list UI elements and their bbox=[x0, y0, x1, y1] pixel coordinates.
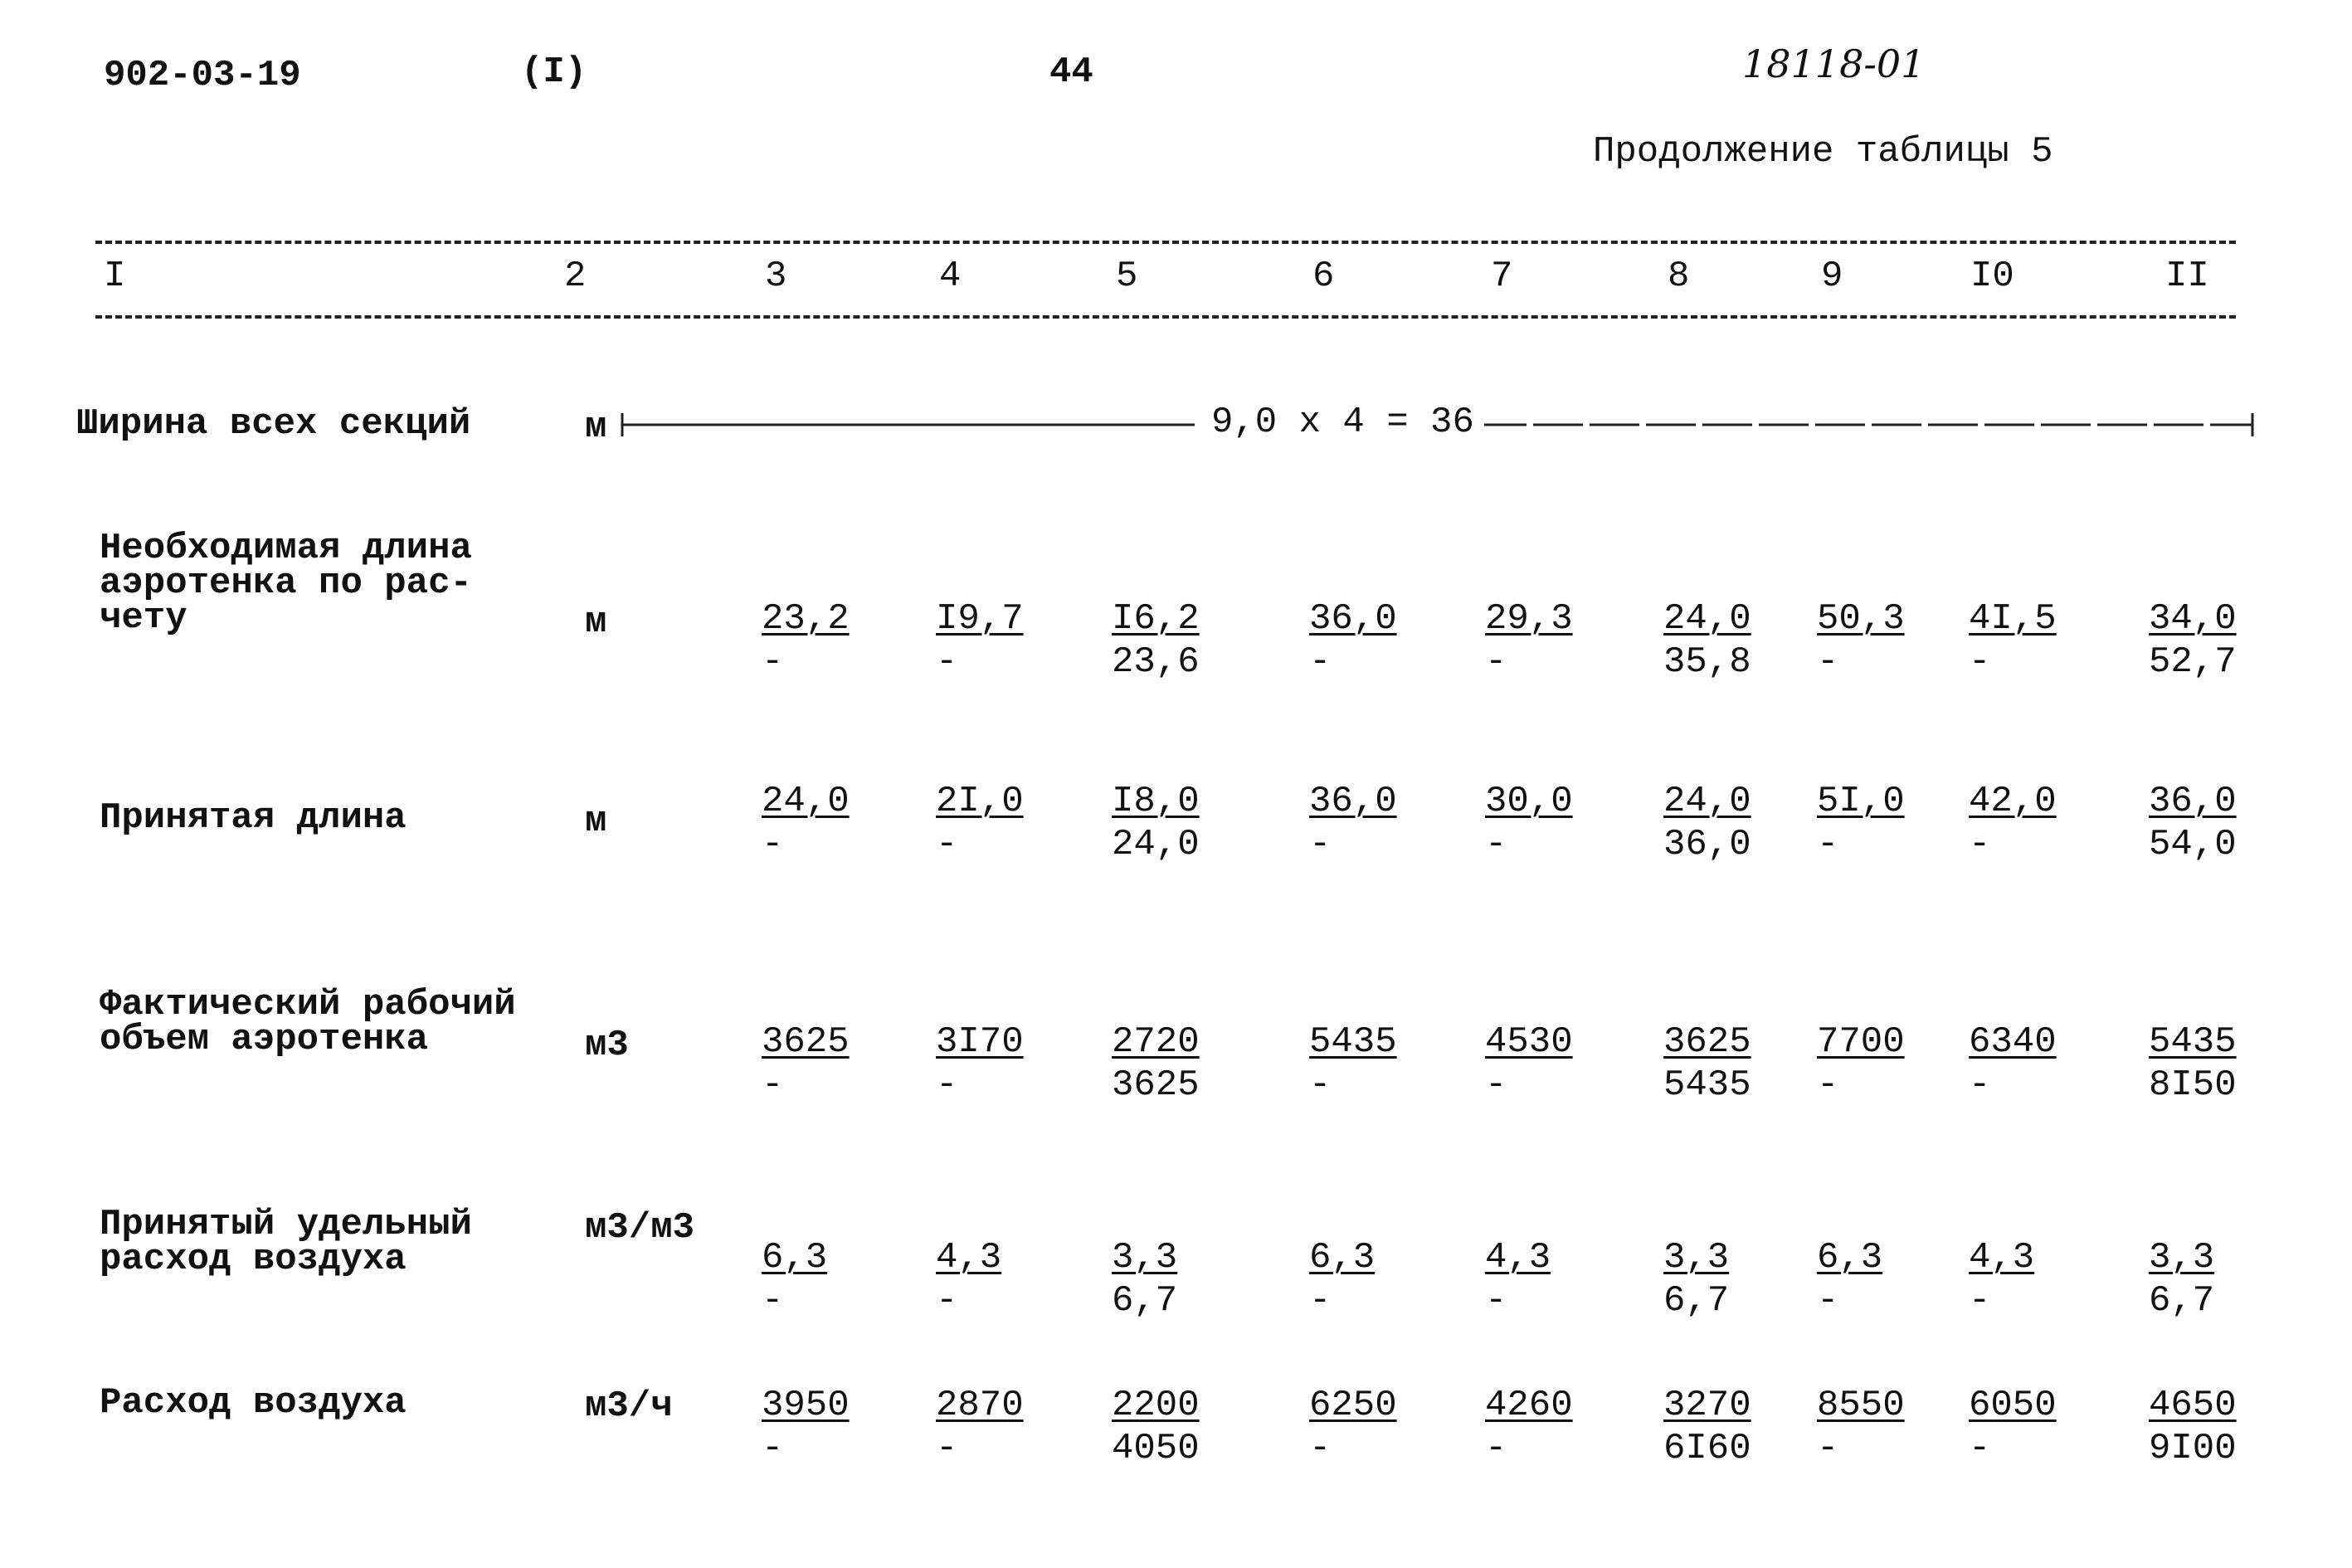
table-cell bbox=[1663, 1020, 1796, 1107]
cell-value-variant-2: - bbox=[1969, 641, 1991, 683]
cell-value-variant-1: 2200 bbox=[1112, 1385, 1200, 1426]
column-number: 5 bbox=[1116, 256, 1138, 297]
cell-value-variant-1: 2870 bbox=[936, 1385, 1024, 1426]
table-cell bbox=[936, 1020, 1069, 1107]
cell-value-variant-2: - bbox=[1969, 1428, 1991, 1469]
table-cell bbox=[762, 597, 894, 684]
cell-value-variant-2: - bbox=[936, 641, 958, 683]
cell-value-variant-2: 6,7 bbox=[1663, 1280, 1730, 1322]
cell-value-variant-1: 34,0 bbox=[2149, 598, 2237, 640]
table-cell bbox=[1969, 1236, 2101, 1322]
table-cell bbox=[762, 1384, 894, 1470]
table-cell bbox=[1817, 780, 1950, 866]
table-cell bbox=[936, 1236, 1069, 1322]
cell-value-variant-2: - bbox=[1309, 1064, 1332, 1106]
cell-value-variant-1: 6,3 bbox=[762, 1237, 828, 1278]
column-number: II bbox=[2165, 256, 2209, 297]
cell-value-variant-1: 24,0 bbox=[1663, 781, 1751, 822]
cell-value-variant-1: 3625 bbox=[1663, 1021, 1751, 1063]
row-label-line: расход воздуха bbox=[100, 1239, 407, 1280]
cell-value-variant-1: 3,3 bbox=[2149, 1237, 2215, 1278]
cell-value-variant-2: 8I50 bbox=[2149, 1064, 2237, 1106]
table-cell bbox=[936, 780, 1069, 866]
table-cell bbox=[1309, 1384, 1442, 1470]
cell-value-variant-2: - bbox=[762, 1064, 784, 1106]
row-label bbox=[100, 528, 472, 639]
header-rule-top bbox=[95, 241, 2236, 244]
span-row-label: Ширина всех секций bbox=[76, 403, 471, 445]
cell-value-variant-2: - bbox=[936, 824, 958, 865]
cell-value-variant-1: 6250 bbox=[1309, 1385, 1397, 1426]
table-cell bbox=[1817, 1384, 1950, 1470]
table-cell bbox=[762, 1236, 894, 1322]
row-label-line: Принятый удельный bbox=[100, 1204, 472, 1245]
row-unit: м bbox=[585, 801, 607, 842]
cell-value-variant-2: - bbox=[1485, 824, 1507, 865]
cell-value-variant-1: I6,2 bbox=[1112, 598, 1200, 640]
page-number: 44 bbox=[1049, 51, 1093, 93]
cell-value-variant-1: 4,3 bbox=[1969, 1237, 2035, 1278]
cell-value-variant-1: 2720 bbox=[1112, 1021, 1200, 1063]
cell-value-variant-1: 4,3 bbox=[1485, 1237, 1551, 1278]
table-cell bbox=[1309, 1236, 1442, 1322]
row-label-line: Фактический рабочий bbox=[100, 984, 516, 1025]
cell-value-variant-2: 36,0 bbox=[1663, 824, 1751, 865]
row-label-line: объем аэротенка bbox=[100, 1019, 429, 1060]
table-cell bbox=[1663, 1236, 1796, 1322]
cell-value-variant-2: - bbox=[1309, 1428, 1332, 1469]
table-cell bbox=[1112, 1384, 1244, 1470]
cell-value-variant-1: 8550 bbox=[1817, 1385, 1905, 1426]
cell-value-variant-2: - bbox=[1817, 824, 1839, 865]
cell-value-variant-1: 3I70 bbox=[936, 1021, 1024, 1063]
cell-value-variant-2: - bbox=[1485, 1064, 1507, 1106]
cell-value-variant-1: 30,0 bbox=[1485, 781, 1573, 822]
column-number: 8 bbox=[1668, 256, 1690, 297]
cell-value-variant-1: 3270 bbox=[1663, 1385, 1751, 1426]
column-number: 4 bbox=[939, 256, 962, 297]
row-label bbox=[100, 984, 516, 1060]
table-cell bbox=[1112, 1236, 1244, 1322]
column-number: I bbox=[104, 256, 126, 297]
cell-value-variant-2: - bbox=[1817, 641, 1839, 683]
cell-value-variant-2: 5435 bbox=[1663, 1064, 1751, 1106]
cell-value-variant-2: - bbox=[1969, 1280, 1991, 1322]
table-cell bbox=[1485, 1020, 1618, 1107]
cell-value-variant-2: - bbox=[1485, 641, 1507, 683]
cell-value-variant-2: - bbox=[1969, 1064, 1991, 1106]
span-row-value: 9,0 х 4 = 36 bbox=[1201, 402, 1484, 443]
table-cell bbox=[1817, 1236, 1950, 1322]
span-row-unit: м bbox=[585, 407, 607, 448]
table-cell bbox=[1309, 597, 1442, 684]
cell-value-variant-1: 4650 bbox=[2149, 1385, 2237, 1426]
cell-value-variant-1: 6,3 bbox=[1817, 1237, 1883, 1278]
row-label-line: аэротенка по рас- bbox=[100, 562, 472, 604]
table-cell bbox=[1112, 780, 1244, 866]
column-number: 6 bbox=[1312, 256, 1335, 297]
column-number: 3 bbox=[765, 256, 787, 297]
table-cell bbox=[762, 1020, 894, 1107]
cell-value-variant-2: - bbox=[1485, 1428, 1507, 1469]
cell-value-variant-1: 4,3 bbox=[936, 1237, 1002, 1278]
table-cell bbox=[1485, 1236, 1618, 1322]
cell-value-variant-2: - bbox=[762, 1280, 784, 1322]
cell-value-variant-2: - bbox=[762, 824, 784, 865]
table-cell bbox=[2149, 597, 2281, 684]
table-cell bbox=[936, 1384, 1069, 1470]
cell-value-variant-1: 7700 bbox=[1817, 1021, 1905, 1063]
table-continuation-title: Продолжение таблицы 5 bbox=[1593, 131, 2053, 173]
cell-value-variant-2: - bbox=[1969, 824, 1991, 865]
cell-value-variant-1: 29,3 bbox=[1485, 598, 1573, 640]
cell-value-variant-1: 6340 bbox=[1969, 1021, 2057, 1063]
cell-value-variant-1: 3,3 bbox=[1663, 1237, 1730, 1278]
cell-value-variant-2: - bbox=[936, 1428, 958, 1469]
column-number: 2 bbox=[564, 256, 587, 297]
table-cell bbox=[1309, 1020, 1442, 1107]
cell-value-variant-1: 3625 bbox=[762, 1021, 850, 1063]
cell-value-variant-2: - bbox=[1485, 1280, 1507, 1322]
cell-value-variant-1: 5I,0 bbox=[1817, 781, 1905, 822]
table-cell bbox=[1485, 597, 1618, 684]
table-cell bbox=[1969, 597, 2101, 684]
table-cell bbox=[1969, 780, 2101, 866]
cell-value-variant-1: 36,0 bbox=[1309, 781, 1397, 822]
table-cell bbox=[762, 780, 894, 866]
column-number: 7 bbox=[1491, 256, 1513, 297]
table-cell bbox=[1663, 780, 1796, 866]
table-cell bbox=[1112, 1020, 1244, 1107]
cell-value-variant-2: - bbox=[1817, 1280, 1839, 1322]
row-label bbox=[100, 1382, 407, 1424]
cell-value-variant-1: 36,0 bbox=[2149, 781, 2237, 822]
cell-value-variant-2: - bbox=[1817, 1428, 1839, 1469]
cell-value-variant-2: - bbox=[1309, 641, 1332, 683]
table-cell bbox=[1663, 1384, 1796, 1470]
column-number: 9 bbox=[1821, 256, 1843, 297]
cell-value-variant-2: 52,7 bbox=[2149, 641, 2237, 683]
cell-value-variant-2: - bbox=[1817, 1064, 1839, 1106]
cell-value-variant-1: 23,2 bbox=[762, 598, 850, 640]
cell-value-variant-2: 3625 bbox=[1112, 1064, 1200, 1106]
row-unit: м3/м3 bbox=[585, 1207, 695, 1249]
row-unit: м3 bbox=[585, 1025, 629, 1066]
cell-value-variant-1: 5435 bbox=[2149, 1021, 2237, 1063]
cell-value-variant-2: 23,6 bbox=[1112, 641, 1200, 683]
row-label-line: чету bbox=[100, 597, 187, 639]
table-cell bbox=[1485, 1384, 1618, 1470]
table-cell bbox=[1112, 597, 1244, 684]
table-cell bbox=[2149, 780, 2281, 866]
cell-value-variant-2: 6,7 bbox=[2149, 1280, 2215, 1322]
cell-value-variant-1: 24,0 bbox=[762, 781, 850, 822]
table-cell bbox=[2149, 1020, 2281, 1107]
cell-value-variant-1: I8,0 bbox=[1112, 781, 1200, 822]
row-label-line: Необходимая длина bbox=[100, 528, 472, 569]
cell-value-variant-1: 36,0 bbox=[1309, 598, 1397, 640]
cell-value-variant-1: 2I,0 bbox=[936, 781, 1024, 822]
cell-value-variant-2: 6,7 bbox=[1112, 1280, 1178, 1322]
cell-value-variant-1: I9,7 bbox=[936, 598, 1024, 640]
row-unit: м3/ч bbox=[585, 1385, 673, 1427]
cell-value-variant-2: - bbox=[1309, 824, 1332, 865]
cell-value-variant-2: - bbox=[762, 1428, 784, 1469]
row-label bbox=[100, 1204, 472, 1280]
table-cell bbox=[1485, 780, 1618, 866]
table-cell bbox=[2149, 1236, 2281, 1322]
table-cell bbox=[1969, 1384, 2101, 1470]
header-rule-bottom bbox=[95, 315, 2236, 319]
row-label bbox=[100, 797, 407, 839]
table-cell bbox=[936, 597, 1069, 684]
cell-value-variant-1: 6,3 bbox=[1309, 1237, 1376, 1278]
table-cell bbox=[1663, 597, 1796, 684]
row-label-line: Принятая длина bbox=[100, 797, 407, 839]
cell-value-variant-1: 24,0 bbox=[1663, 598, 1751, 640]
cell-value-variant-1: 6050 bbox=[1969, 1385, 2057, 1426]
cell-value-variant-1: 5435 bbox=[1309, 1021, 1397, 1063]
part-number: (I) bbox=[521, 51, 587, 93]
table-cell bbox=[1817, 1020, 1950, 1107]
cell-value-variant-2: - bbox=[936, 1064, 958, 1106]
cell-value-variant-1: 3,3 bbox=[1112, 1237, 1178, 1278]
cell-value-variant-1: 4I,5 bbox=[1969, 598, 2057, 640]
cell-value-variant-2: 35,8 bbox=[1663, 641, 1751, 683]
cell-value-variant-2: - bbox=[936, 1280, 958, 1322]
inventory-number: 18118-01 bbox=[1742, 41, 1926, 86]
cell-value-variant-1: 4530 bbox=[1485, 1021, 1573, 1063]
document-code: 902-03-19 bbox=[104, 55, 301, 96]
cell-value-variant-1: 50,3 bbox=[1817, 598, 1905, 640]
column-number: I0 bbox=[1970, 256, 2014, 297]
row-label-line: Расход воздуха bbox=[100, 1382, 407, 1424]
cell-value-variant-2: - bbox=[762, 641, 784, 683]
cell-value-variant-2: 9I00 bbox=[2149, 1428, 2237, 1469]
table-cell bbox=[1309, 780, 1442, 866]
row-unit: м bbox=[585, 601, 607, 643]
table-cell bbox=[2149, 1384, 2281, 1470]
cell-value-variant-2: 24,0 bbox=[1112, 824, 1200, 865]
cell-value-variant-2: 4050 bbox=[1112, 1428, 1200, 1469]
table-cell bbox=[1969, 1020, 2101, 1107]
cell-value-variant-1: 4260 bbox=[1485, 1385, 1573, 1426]
cell-value-variant-1: 42,0 bbox=[1969, 781, 2057, 822]
cell-value-variant-2: - bbox=[1309, 1280, 1332, 1322]
cell-value-variant-2: 54,0 bbox=[2149, 824, 2237, 865]
table-cell bbox=[1817, 597, 1950, 684]
cell-value-variant-2: 6I60 bbox=[1663, 1428, 1751, 1469]
cell-value-variant-1: 3950 bbox=[762, 1385, 850, 1426]
